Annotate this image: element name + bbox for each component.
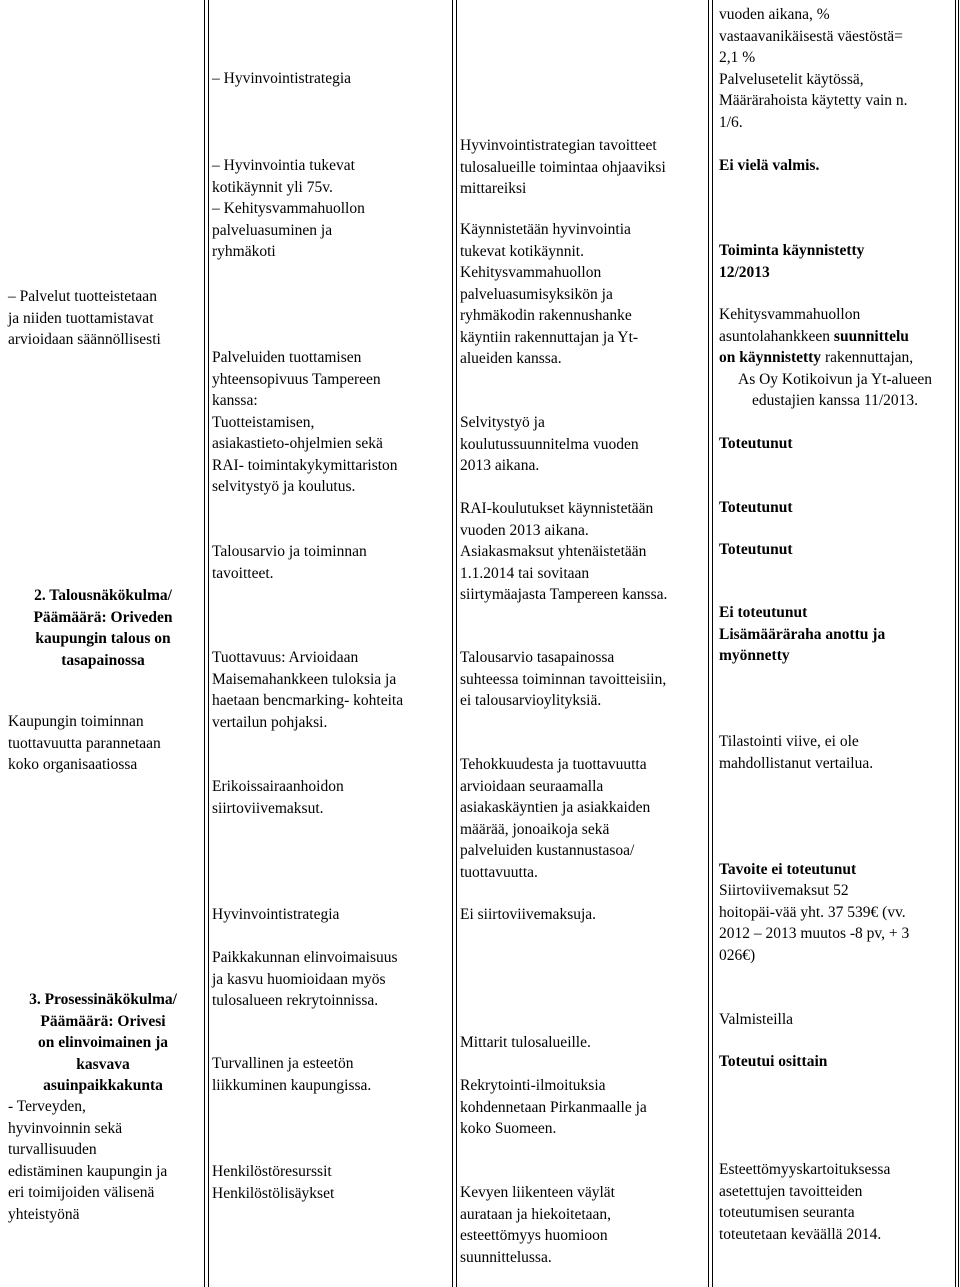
text-line: 12/2013 bbox=[719, 263, 770, 281]
col3-training-plan bbox=[460, 412, 639, 477]
text-line: ja niiden tuottamistavat bbox=[8, 309, 154, 327]
text-line: 026€) bbox=[719, 946, 756, 964]
col2-mobility bbox=[212, 1053, 371, 1096]
text-line: siirtymäajasta Tampereen kanssa. bbox=[460, 586, 668, 603]
text-line: Toteutunut bbox=[719, 541, 793, 558]
text-line: vastaavanikäisestä väestöstä= bbox=[719, 27, 903, 45]
text-line bbox=[719, 369, 951, 391]
text-line: Palvelusetelit käytössä, bbox=[719, 70, 864, 88]
text-line bbox=[719, 347, 951, 369]
text-line: hoitopäi-vää yht. 37 539€ (vv. bbox=[719, 903, 906, 921]
text-line: – Hyvinvointia tukevat bbox=[212, 157, 355, 174]
col1-goal-economy bbox=[8, 585, 198, 671]
text-line: myönnetty bbox=[719, 647, 790, 664]
col3-roads bbox=[460, 1182, 615, 1268]
text-line: Määrärahoista käytetty vain n. bbox=[719, 92, 908, 109]
col2-staff bbox=[212, 1161, 334, 1204]
text-line: tukevat kotikäynnit. bbox=[460, 242, 584, 260]
col3-efficiency bbox=[460, 754, 650, 883]
col2-strategy bbox=[212, 68, 351, 90]
col3-no-fees bbox=[460, 904, 596, 926]
column-divider-4 bbox=[456, 0, 457, 1287]
text-line: 2. Talousnäkökulma/ bbox=[34, 587, 172, 604]
text-line: suhteessa toiminnan tavoitteisiin, bbox=[460, 670, 667, 688]
col2-strategy-2 bbox=[212, 904, 339, 926]
text-line: tasapainossa bbox=[61, 651, 145, 669]
text-line: Erikoissairaanhoidon bbox=[212, 778, 344, 795]
text-line: Hyvinvointistrategian tavoitteet bbox=[460, 137, 657, 154]
col2-home-visits bbox=[212, 155, 365, 263]
text-line: palveluasuminen ja bbox=[212, 221, 333, 239]
text-line: yhteensopivuus Tampereen bbox=[212, 370, 381, 388]
text-line: tulosalueille toimintaa ohjaaviksi bbox=[460, 158, 666, 176]
col1-goal-economy-text bbox=[8, 711, 161, 776]
text-line: Tehokkuudesta ja tuottavuutta bbox=[460, 756, 647, 773]
text-line: Talousarvio tasapainossa bbox=[460, 649, 615, 666]
text-line: arvioidaan säännöllisesti bbox=[8, 331, 161, 348]
col4-not-done bbox=[719, 602, 885, 667]
column-divider-5 bbox=[708, 0, 709, 1287]
text-line: ei talousarvioylityksiä. bbox=[460, 692, 602, 709]
col3-budget-balance bbox=[460, 647, 666, 712]
text-line: eri toimijoiden välisenä bbox=[8, 1184, 155, 1201]
text-line: Siirtoviivemaksut 52 bbox=[719, 882, 849, 899]
text-line: koulutussuunnitelma vuoden bbox=[460, 435, 639, 453]
col3-metrics bbox=[460, 1032, 591, 1054]
text-line: mittareiksi bbox=[460, 180, 527, 197]
text-line: Kehitysvammahuollon bbox=[460, 264, 602, 281]
text-line: liikkuminen kaupungissa. bbox=[212, 1076, 372, 1094]
text-line: vertailun pohjaksi. bbox=[212, 713, 328, 731]
text-line: RAI-koulutukset käynnistetään bbox=[460, 500, 654, 517]
text-line: Toteutunut bbox=[719, 435, 793, 452]
text-line: Palveluiden tuottamisen bbox=[212, 349, 362, 366]
text-line: 3. Prosessinäkökulma/ bbox=[29, 991, 177, 1008]
col4-accessibility bbox=[719, 1159, 890, 1245]
text-line: määrää, jonoaikoja sekä bbox=[460, 820, 610, 838]
text-line: 2012 – 2013 muutos -8 pv, + 3 bbox=[719, 925, 910, 942]
text-line: turvallisuuden bbox=[8, 1141, 97, 1158]
text-line: Asiakasmaksut yhtenäistetään bbox=[460, 543, 647, 560]
text-span-bold: suunnittelu bbox=[833, 327, 909, 345]
column-divider-2 bbox=[208, 0, 209, 1287]
text-span: edustajien kanssa 11/2013. bbox=[751, 392, 919, 409]
col4-started bbox=[719, 240, 864, 283]
text-line: Tuottavuus: Arvioidaan bbox=[212, 649, 359, 666]
col1-goal-process bbox=[8, 989, 198, 1097]
column-divider-7 bbox=[955, 0, 956, 1287]
text-line: haetaan bencmarking- kohteita bbox=[212, 692, 404, 709]
text-line: Tavoite ei toteutunut bbox=[719, 861, 857, 878]
text-line: suunnittelussa. bbox=[460, 1248, 552, 1266]
text-line: Toiminta käynnistetty bbox=[719, 242, 865, 259]
text-span-bold: on käynnistetty bbox=[719, 349, 822, 366]
text-line bbox=[719, 304, 951, 326]
text-line: Valmisteilla bbox=[719, 1011, 794, 1028]
text-line: on elinvoimainen ja bbox=[37, 1034, 169, 1051]
text-line bbox=[719, 326, 951, 348]
text-line: vuoden 2013 aikana. bbox=[460, 521, 589, 539]
text-line: – Kehitysvammahuollon bbox=[212, 200, 365, 217]
text-line: kasvava bbox=[76, 1055, 130, 1073]
text-line: Paikkakunnan elinvoimaisuus bbox=[212, 949, 398, 966]
text-line: toteutumisen seuranta bbox=[719, 1204, 855, 1221]
col4-statistics bbox=[719, 731, 873, 774]
text-line: Päämäärä: Oriveden bbox=[33, 608, 173, 626]
text-line: RAI- toimintakykymittariston bbox=[212, 456, 398, 474]
text-line: selvitystyö ja koulutus. bbox=[212, 478, 356, 495]
text-line: Päämäärä: Orivesi bbox=[40, 1012, 166, 1030]
col1-bullet-services bbox=[8, 286, 161, 351]
column-divider-1 bbox=[204, 0, 205, 1287]
text-line: yhteistyönä bbox=[8, 1205, 80, 1223]
text-line: Selvitystyö ja bbox=[460, 414, 545, 431]
text-span: As Oy Kotikoivun ja Yt-alueen bbox=[738, 370, 932, 388]
text-line: Ei vielä valmis. bbox=[719, 157, 820, 174]
col3-home-visits bbox=[460, 219, 638, 370]
col2-productivity bbox=[212, 647, 403, 733]
col4-in-preparation bbox=[719, 1009, 793, 1031]
text-line: Ei siirtoviivemaksuja. bbox=[460, 906, 597, 923]
text-line: alueiden kanssa. bbox=[460, 350, 562, 367]
text-line: toteutetaan keväällä 2014. bbox=[719, 1225, 882, 1243]
text-line: – Hyvinvointistrategia bbox=[212, 70, 352, 87]
text-line: Rekrytointi-ilmoituksia bbox=[460, 1077, 606, 1094]
column-divider-8 bbox=[958, 0, 959, 1287]
text-line: asetettujen tavoitteiden bbox=[719, 1182, 863, 1200]
text-line: 2013 aikana. bbox=[460, 457, 540, 474]
col4-status-done-2 bbox=[719, 497, 793, 519]
text-span: asuntolahankkeen bbox=[719, 327, 834, 345]
text-line: Kaupungin toiminnan bbox=[8, 713, 144, 730]
col2-budget bbox=[212, 541, 367, 584]
text-line: Toteutunut bbox=[719, 499, 793, 516]
col4-partially-done bbox=[719, 1051, 827, 1073]
text-line: mahdollistanut vertailua. bbox=[719, 754, 874, 772]
col2-specialist-care bbox=[212, 776, 344, 819]
text-line: kohdennetaan Pirkanmaalle ja bbox=[460, 1098, 647, 1116]
text-span: Kehitysvammahuollon bbox=[719, 306, 861, 323]
text-line: tavoitteet. bbox=[212, 564, 274, 582]
text-line: Henkilöstöresurssit bbox=[212, 1163, 332, 1180]
text-line: 2,1 % bbox=[719, 49, 756, 66]
text-line: vuoden aikana, % bbox=[719, 6, 830, 23]
text-line: esteettömyys huomioon bbox=[460, 1227, 608, 1244]
col4-transfer-fees bbox=[719, 880, 909, 966]
text-span: rakennuttajan, bbox=[821, 349, 914, 366]
text-line: Tilastointi viive, ei ole bbox=[719, 733, 859, 750]
text-line: palveluasumisyksikön ja bbox=[460, 285, 613, 303]
text-line: - Terveyden, bbox=[8, 1098, 86, 1115]
text-line: Käynnistetään hyvinvointia bbox=[460, 221, 631, 238]
col4-housing-project bbox=[719, 304, 951, 412]
col2-vitality bbox=[212, 947, 398, 1012]
text-line: ryhmäkodin rakennushanke bbox=[460, 307, 632, 324]
column-divider-6 bbox=[712, 0, 713, 1287]
text-line: Toteutui osittain bbox=[719, 1053, 828, 1070]
text-line: hyvinvoinnin sekä bbox=[8, 1119, 123, 1137]
text-line: käyntiin rakennuttajan ja Yt- bbox=[460, 328, 639, 346]
text-line: tulosalueen rekrytoinnissa. bbox=[212, 992, 379, 1009]
text-line: kanssa: bbox=[212, 392, 258, 409]
col1-goal-process-text bbox=[8, 1096, 167, 1225]
text-line: Tuotteistamisen, bbox=[212, 413, 315, 431]
text-line: tuottavuutta parannetaan bbox=[8, 734, 161, 752]
col3-recruitment bbox=[460, 1075, 647, 1140]
text-line: Hyvinvointistrategia bbox=[212, 906, 340, 923]
text-line: edistäminen kaupungin ja bbox=[8, 1162, 168, 1180]
text-line: Ei toteutunut bbox=[719, 604, 808, 621]
text-line bbox=[719, 390, 951, 412]
col4-status-done-3 bbox=[719, 539, 793, 561]
text-line: aurataan ja hiekoitetaan, bbox=[460, 1205, 612, 1223]
col4-vouchers bbox=[719, 4, 908, 133]
text-line: 1/6. bbox=[719, 113, 743, 131]
text-line: palveluiden kustannustasoa/ bbox=[460, 842, 635, 859]
text-line: Kevyen liikenteen väylät bbox=[460, 1184, 615, 1201]
text-line: Lisämääräraha anottu ja bbox=[719, 625, 886, 643]
text-line: asiakaskäyntien ja asiakkaiden bbox=[460, 799, 651, 816]
text-line: koko organisaatiossa bbox=[8, 756, 138, 773]
text-line: asuinpaikkakunta bbox=[43, 1077, 163, 1094]
text-line: siirtoviivemaksut. bbox=[212, 799, 324, 817]
text-line: kotikäynnit yli 75v. bbox=[212, 178, 333, 196]
text-line: Esteettömyyskartoituksessa bbox=[719, 1161, 891, 1178]
text-line: 1.1.2014 tai sovitaan bbox=[460, 564, 590, 582]
text-line: ja kasvu huomioidaan myös bbox=[212, 970, 386, 988]
text-line: ryhmäkoti bbox=[212, 243, 276, 260]
column-divider-3 bbox=[452, 0, 453, 1287]
text-line: koko Suomeen. bbox=[460, 1120, 557, 1137]
text-line: kaupungin talous on bbox=[35, 630, 171, 647]
col3-strategy-goals bbox=[460, 135, 666, 200]
col4-goal-not-met bbox=[719, 859, 856, 881]
col3-rai-training bbox=[460, 498, 667, 606]
col4-not-ready bbox=[719, 155, 819, 177]
text-line: Talousarvio ja toiminnan bbox=[212, 543, 367, 560]
text-line: arvioidaan seuraamalla bbox=[460, 777, 604, 795]
col4-status-done-1 bbox=[719, 433, 793, 455]
text-line: Mittarit tulosalueille. bbox=[460, 1034, 591, 1051]
text-line: Turvallinen ja esteetön bbox=[212, 1055, 354, 1072]
text-line: tuottavuutta. bbox=[460, 863, 538, 881]
col2-service-compat bbox=[212, 347, 398, 498]
text-line: – Palvelut tuotteistetaan bbox=[8, 288, 157, 305]
text-line: Maisemahankkeen tuloksia ja bbox=[212, 670, 397, 688]
text-line: Henkilöstölisäykset bbox=[212, 1184, 335, 1202]
text-line: asiakastieto-ohjelmien sekä bbox=[212, 435, 383, 452]
